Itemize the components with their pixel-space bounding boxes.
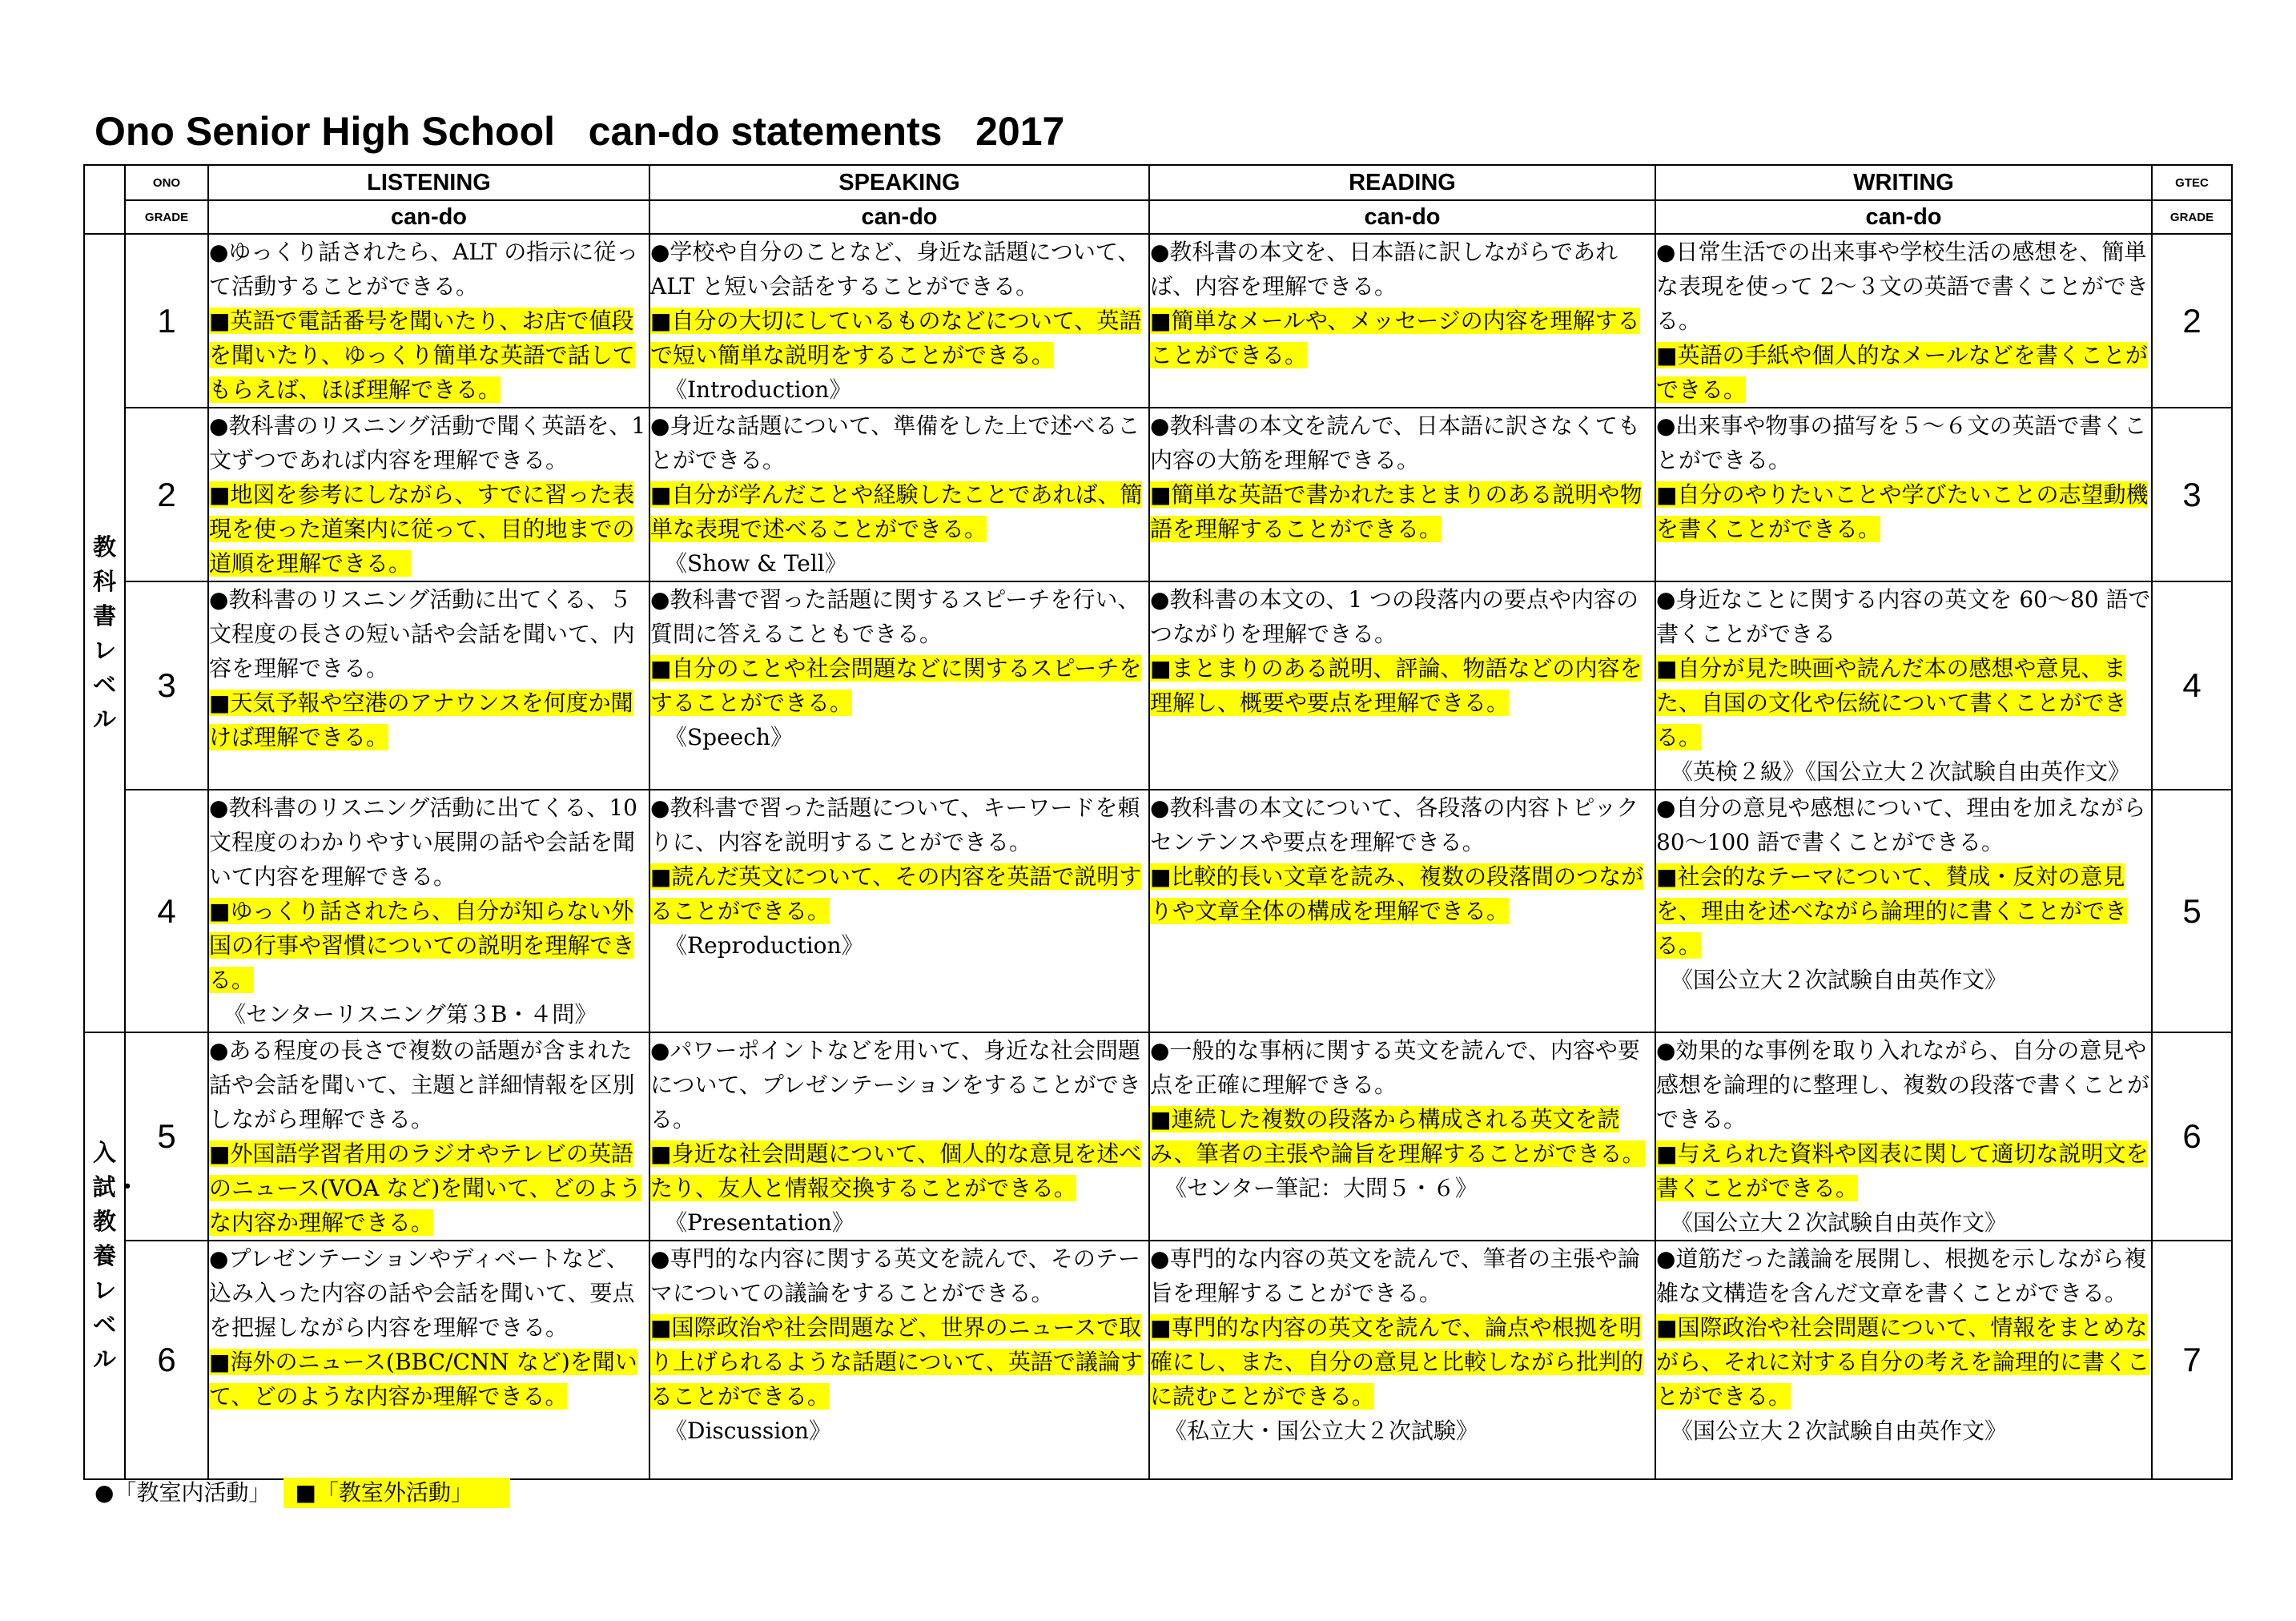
- outside-activity-text: ■英語の手紙や個人的なメールなどを書くことができる。: [1656, 342, 2148, 403]
- classroom-activity: ●ある程度の長さで複数の話題が含まれた話や会話を聞いて、主題と詳細情報を区別しながら理解できる。: [209, 1037, 635, 1132]
- writing-cell: [1655, 234, 2152, 408]
- reference-note: 《Reproduction》: [665, 932, 864, 959]
- gtec-grade-cell: 4: [2152, 581, 2232, 790]
- ono-grade-cell: 3: [125, 581, 208, 790]
- outside-activity-text: ■自分が見た映画や読んだ本の感想や意見、また、自国の文化や伝統について書くことができる。: [1656, 655, 2127, 750]
- header-row: [84, 165, 2232, 200]
- outside-activity: [1150, 1310, 1655, 1414]
- outside-activity-text: ■自分が学んだことや経験したことであれば、簡単な表現で述べることができる。: [650, 481, 1143, 542]
- table-row: [84, 581, 2232, 790]
- writing-cell: [1655, 1241, 2152, 1479]
- header-ono: ONO: [125, 165, 208, 200]
- ono-grade-cell: 6: [125, 1241, 208, 1479]
- outside-activity: [209, 477, 649, 581]
- classroom-activity: ●教科書のリスニング活動に出てくる、５文程度の長さの短い話や会話を聞いて、内容を理解できる。: [209, 586, 635, 682]
- subheader-reading: can-do: [1149, 200, 1655, 234]
- classroom-activity: ●自分の意見や感想について、理由を加えながら 80～100 語で書くことができる。: [1656, 794, 2146, 855]
- outside-activity: [1150, 477, 1655, 546]
- writing-cell: [1655, 408, 2152, 581]
- speaking-cell: [649, 790, 1149, 1032]
- classroom-activity: ●教科書のリスニング活動で聞く英語を、1 文ずつであれば内容を理解できる。: [209, 412, 646, 473]
- classroom-activity: ●教科書の本文を読んで、日本語に訳さなくても内容の大筋を理解できる。: [1150, 412, 1640, 473]
- outside-activity: [1150, 304, 1655, 372]
- outside-activity: [650, 651, 1148, 720]
- header-reading: READING: [1149, 165, 1655, 200]
- outside-activity: [209, 1136, 649, 1240]
- reference-note: 《センター筆記：大問５・６》: [1164, 1175, 1478, 1201]
- writing-cell: [1655, 1032, 2152, 1241]
- legend-outside: ■「教室外活動」: [283, 1478, 509, 1508]
- classroom-activity: ●パワーポイントなどを用いて、身近な社会問題について、プレゼンテーションをすることができる。: [650, 1037, 1141, 1132]
- header-ono-grade: GRADE: [125, 200, 208, 234]
- outside-activity-text: ■海外のニュース(BBC/CNN など)を聞いて、どのような内容か理解できる。: [209, 1349, 637, 1410]
- speaking-cell: [649, 1241, 1149, 1479]
- outside-activity: [1150, 1102, 1655, 1171]
- level-group-label: 教科書レベル: [92, 533, 116, 733]
- table-row: [84, 234, 2232, 408]
- classroom-activity: ●日常生活での出来事や学校生活の感想を、簡単な表現を使って 2～３文の英語で書くことができる。: [1656, 239, 2149, 334]
- reference-note: 《英検２級》《国公立大２次試験自由英作文》: [1671, 758, 2131, 785]
- subheader-speaking: can-do: [649, 200, 1149, 234]
- outside-activity-text: ■自分のやりたいことや学びたいことの志望動機を書くことができる。: [1656, 481, 2149, 542]
- outside-activity: [209, 1345, 649, 1414]
- outside-activity-text: ■読んだ英文について、その内容を英語で説明することができる。: [650, 863, 1142, 924]
- classroom-activity: ●身近な話題について、準備をした上で述べることができる。: [650, 412, 1140, 473]
- level-group-label: 入試・教養レベル: [92, 1138, 139, 1373]
- reference-note: 《Presentation》: [665, 1209, 854, 1236]
- outside-activity: [1656, 859, 2151, 963]
- gtec-grade-cell: 6: [2152, 1032, 2232, 1241]
- header-listening: LISTENING: [208, 165, 649, 200]
- outside-activity: [650, 859, 1148, 928]
- listening-cell: [208, 1241, 649, 1479]
- outside-activity: [650, 1310, 1148, 1414]
- header-writing: WRITING: [1655, 165, 2152, 200]
- classroom-activity: ●教科書で習った話題に関するスピーチを行い、質問に答えることもできる。: [650, 586, 1140, 647]
- outside-activity-text: ■英語で電話番号を聞いたり、お店で値段を聞いたり、ゆっくり簡単な英語で話してもらえば、ほぼ理解できる。: [209, 308, 635, 403]
- classroom-activity: ●身近なことに関する内容の英文を 60～80 語で書くことができる: [1656, 586, 2151, 647]
- classroom-activity: ●ゆっくり話されたら、ALT の指示に従って活動することができる。: [209, 239, 639, 300]
- outside-activity: [1656, 1136, 2151, 1205]
- speaking-cell: [649, 408, 1149, 581]
- reading-cell: [1149, 1032, 1655, 1241]
- reading-cell: [1149, 408, 1655, 581]
- gtec-grade-cell: 7: [2152, 1241, 2232, 1479]
- outside-activity-text: ■専門的な内容の英文を読んで、論点や根拠を明確にし、また、自分の意見と比較しながら批判的に読むことができる。: [1150, 1314, 1644, 1410]
- subheader-listening: can-do: [208, 200, 649, 234]
- outside-activity-text: ■国際政治や社会問題について、情報をまとめながら、それに対する自分の考えを論理的に書くことができる。: [1656, 1314, 2150, 1410]
- classroom-activity: ●教科書の本文について、各段落の内容トピックセンテンスや要点を理解できる。: [1150, 794, 1639, 855]
- ono-grade-cell: 2: [125, 408, 208, 581]
- outside-activity: [650, 1136, 1148, 1205]
- outside-activity: [209, 686, 649, 754]
- outside-activity-text: ■簡単な英語で書かれたまとまりのある説明や物語を理解することができる。: [1150, 481, 1643, 542]
- reference-note: 《Speech》: [665, 724, 793, 750]
- listening-cell: [208, 790, 649, 1032]
- listening-cell: [208, 1032, 649, 1241]
- reading-cell: [1149, 581, 1655, 790]
- outside-activity-text: ■ゆっくり話されたら、自分が知らない外国の行事や習慣についての説明を理解できる。: [209, 898, 635, 993]
- outside-activity: [1150, 859, 1655, 928]
- table-row: [84, 1032, 2232, 1241]
- outside-activity-text: ■連続した複数の段落から構成される英文を読み、筆者の主張や論旨を理解することができる。: [1150, 1106, 1645, 1167]
- classroom-activity: ●道筋だった議論を展開し、根拠を示しながら複雑な文構造を含んだ文章を書くことができる。: [1656, 1245, 2147, 1306]
- classroom-activity: ●教科書の本文の、1 つの段落内の要点や内容のつながりを理解できる。: [1150, 586, 1639, 647]
- ono-grade-cell: 5: [125, 1032, 208, 1241]
- outside-activity-text: ■社会的なテーマについて、賛成・反対の意見を、理由を述べながら論理的に書くことができる。: [1656, 863, 2128, 959]
- reading-cell: [1149, 790, 1655, 1032]
- legend-classroom: ●「教室内活動」: [94, 1479, 271, 1506]
- classroom-activity: ●プレゼンテーションやディベートなど、込み入った内容の話や会話を聞いて、要点を把握しながら内容を理解できる。: [209, 1245, 635, 1341]
- table-row: [84, 408, 2232, 581]
- outside-activity-text: ■身近な社会問題について、個人的な意見を述べたり、友人と情報交換することができる。: [650, 1140, 1142, 1201]
- classroom-activity: ●出来事や物事の描写を５～６文の英語で書くことができる。: [1656, 412, 2147, 473]
- outside-activity-text: ■外国語学習者用のラジオやテレビの英語のニュース(VOA など)を聞いて、どのような内容か理解できる。: [209, 1140, 641, 1236]
- cando-table: [83, 164, 2233, 1480]
- reference-note: 《国公立大２次試験自由英作文》: [1671, 1418, 2008, 1444]
- outside-activity-text: ■与えられた資料や図表に関して適切な説明文を書くことができる。: [1656, 1140, 2149, 1201]
- table-row: [84, 790, 2232, 1032]
- subheader-writing: can-do: [1655, 200, 2152, 234]
- classroom-activity: ●教科書の本文を、日本語に訳しながらであれば、内容を理解できる。: [1150, 239, 1618, 300]
- reference-note: 《国公立大２次試験自由英作文》: [1671, 967, 2008, 993]
- classroom-activity: ●専門的な内容の英文を読んで、筆者の主張や論旨を理解することができる。: [1150, 1245, 1640, 1306]
- reference-note: 《センターリスニング第３B・４問》: [223, 1001, 597, 1028]
- ono-grade-cell: 4: [125, 790, 208, 1032]
- reading-cell: [1149, 234, 1655, 408]
- outside-activity: [1150, 651, 1655, 720]
- listening-cell: [208, 234, 649, 408]
- classroom-activity: ●教科書のリスニング活動に出てくる、10 文程度のわかりやすい展開の話や会話を聞いて内容を理解できる。: [209, 794, 637, 890]
- gtec-grade-cell: 2: [2152, 234, 2232, 408]
- outside-activity-text: ■国際政治や社会問題など、世界のニュースで取り上げられるような話題について、英語で議論することができる。: [650, 1314, 1143, 1410]
- listening-cell: [208, 581, 649, 790]
- writing-cell: [1655, 790, 2152, 1032]
- outside-activity-text: ■自分の大切にしているものなどについて、英語で短い簡単な説明をすることができる。: [650, 308, 1142, 368]
- reading-cell: [1149, 1241, 1655, 1479]
- outside-activity: [650, 304, 1148, 372]
- page-title: Ono Senior High School can-do statements 2017: [94, 109, 1065, 154]
- outside-activity-text: ■天気予報や空港のアナウンスを何度か聞けば理解できる。: [209, 690, 633, 750]
- outside-activity: [209, 894, 649, 997]
- classroom-activity: ●学校や自分のことなど、身近な話題について、ALT と短い会話をすることができる。: [650, 239, 1140, 300]
- classroom-activity: ●効果的な事例を取り入れながら、自分の意見や感想を論理的に整理し、複数の段落で書くことができる。: [1656, 1037, 2150, 1132]
- classroom-activity: ●一般的な事柄に関する英文を読んで、内容や要点を正確に理解できる。: [1150, 1037, 1640, 1098]
- table-row: [84, 1241, 2232, 1479]
- outside-activity: [1656, 1310, 2151, 1414]
- header-corner: [84, 165, 125, 234]
- outside-activity: [650, 477, 1148, 546]
- reference-note: 《Introduction》: [665, 376, 852, 403]
- outside-activity: [1656, 651, 2151, 754]
- classroom-activity: ●教科書で習った話題について、キーワードを頼りに、内容を説明することができる。: [650, 794, 1140, 855]
- outside-activity-text: ■地図を参考にしながら、すでに習った表現を使った道案内に従って、目的地までの道順を理解できる。: [209, 481, 635, 577]
- reference-note: 《国公立大２次試験自由英作文》: [1671, 1209, 2008, 1236]
- writing-cell: [1655, 581, 2152, 790]
- outside-activity: [1656, 338, 2151, 407]
- outside-activity: [1656, 477, 2151, 546]
- outside-activity-text: ■まとまりのある説明、評論、物語などの内容を理解し、概要や要点を理解できる。: [1150, 655, 1643, 716]
- gtec-grade-cell: 3: [2152, 408, 2232, 581]
- classroom-activity: ●専門的な内容に関する英文を読んで、そのテーマについての議論をすることができる。: [650, 1245, 1140, 1306]
- legend: [94, 1478, 510, 1508]
- outside-activity-text: ■簡単なメールや、メッセージの内容を理解することができる。: [1150, 308, 1640, 368]
- outside-activity: [209, 304, 649, 407]
- reference-note: 《私立大・国公立大２次試験》: [1164, 1418, 1479, 1444]
- speaking-cell: [649, 234, 1149, 408]
- outside-activity-text: ■比較的長い文章を読み、複数の段落間のつながりや文章全体の構成を理解できる。: [1150, 863, 1644, 924]
- reference-note: 《Show & Tell》: [665, 550, 847, 577]
- header-speaking: SPEAKING: [649, 165, 1149, 200]
- outside-activity-text: ■自分のことや社会問題などに関するスピーチをすることができる。: [650, 655, 1142, 716]
- listening-cell: [208, 408, 649, 581]
- subheader-row: [84, 200, 2232, 234]
- header-gtec-grade: GRADE: [2152, 200, 2232, 234]
- table-body: [84, 234, 2232, 1479]
- ono-grade-cell: 1: [125, 234, 208, 408]
- speaking-cell: [649, 581, 1149, 790]
- level-group: [84, 1032, 139, 1479]
- gtec-grade-cell: 5: [2152, 790, 2232, 1032]
- reference-note: 《Discussion》: [665, 1418, 832, 1444]
- level-group: [84, 234, 125, 1032]
- header-gtec: GTEC: [2152, 165, 2232, 200]
- speaking-cell: [649, 1032, 1149, 1241]
